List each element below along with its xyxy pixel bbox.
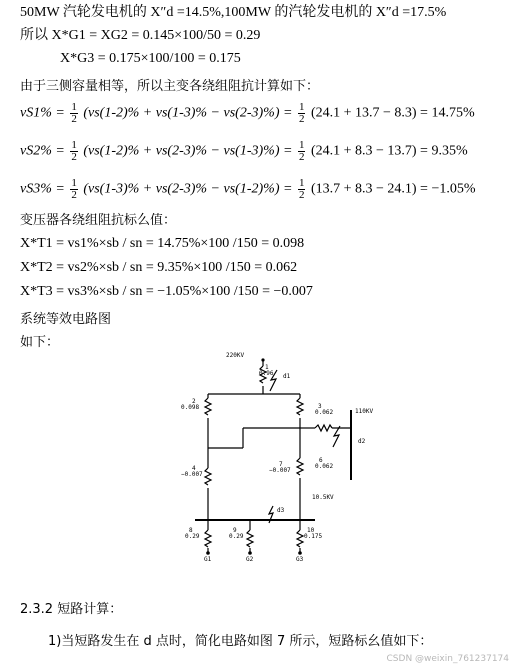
half-fraction: $\frac{1}{2}$ [71, 177, 77, 201]
g1-node [206, 551, 210, 555]
label-r9-num: 9 [233, 527, 237, 534]
label-r4-num: 4 [192, 465, 196, 472]
half-fraction: $\frac{1}{2}$ [71, 139, 77, 163]
vs2-lhs: vS2% = [20, 143, 65, 159]
reactance-10 [297, 530, 303, 547]
vs2-mid: (vs(1-2)% + vs(2-3)% − vs(1-3)%) = [83, 143, 293, 159]
line-transformer-intro: 由于三侧容量相等，所以主变各绕组阻抗计算如下： [20, 79, 320, 94]
g2-node [248, 551, 252, 555]
reactance-6 [315, 425, 332, 431]
label-r3-val: 0.062 [315, 409, 334, 416]
vs1-rhs: (24.1 + 13.7 − 8.3) = 14.75% [310, 105, 475, 121]
section-paragraph: 1)当短路发生在 d 点时，简化电路如图 7 所示，短路标幺值如下： [48, 634, 433, 649]
vs1-mid: (vs(1-2)% + vs(1-3)% − vs(2-3)%) = [83, 105, 293, 121]
reactance-7 [297, 458, 303, 475]
fault-d2-arrow [333, 426, 340, 447]
label-r1-num: 1 [265, 364, 269, 371]
label-g3: G3 [296, 556, 304, 563]
watermark: CSDN @weixin_761237174 [386, 654, 509, 664]
reactance-8 [205, 530, 211, 547]
line-as-follows: 如下： [20, 335, 60, 350]
half-fraction: $\frac{1}{2}$ [71, 101, 77, 125]
line-equivalent-circuit: 系统等效电路图 [20, 312, 112, 327]
reactance-3 [297, 398, 303, 415]
equivalent-circuit-diagram [175, 348, 375, 563]
label-g1: G1 [204, 556, 212, 563]
vs3-rhs: (13.7 + 8.3 − 24.1) = −1.05% [310, 181, 476, 197]
line-xg3: X*G3 = 0.175×100/100 = 0.175 [60, 51, 241, 66]
vs3-lhs: vS3% = [20, 181, 65, 197]
half-fraction: $\frac{1}{2}$ [298, 101, 305, 125]
label-r6-val: 0.062 [315, 463, 334, 470]
label-r7-val: −0.007 [269, 467, 291, 474]
label-d2: d2 [358, 438, 366, 445]
label-r4-val: −0.007 [181, 471, 203, 478]
label-d3: d3 [277, 507, 285, 514]
line-xt3: X*T3 = vs3%×sb / sn = −1.05%×100 /150 = −0.007 [20, 284, 313, 299]
line-vs3 [20, 178, 476, 201]
line-perunit-heading: 变压器各绕组阻抗标么值： [20, 213, 177, 228]
g3-node [298, 551, 302, 555]
label-r2-num: 2 [192, 398, 196, 405]
reactance-4 [205, 468, 211, 485]
label-r1-val: 0.96 [259, 370, 274, 377]
label-220kv: 220KV [226, 352, 245, 359]
label-r8-val: 0.29 [185, 533, 200, 540]
half-fraction: $\frac{1}{2}$ [298, 177, 305, 201]
vs1-lhs: vS1% = [20, 105, 65, 121]
line-generator-reactance: 50MW 汽轮发电机的 X″d =14.5%,100MW 的汽轮发电机的 X″d =17.5% [20, 5, 447, 20]
label-r8-num: 8 [189, 527, 193, 534]
reactance-9 [247, 530, 253, 547]
vs3-mid: (vs(1-3)% + vs(2-3)% − vs(1-2)%) = [83, 181, 293, 197]
node-220kv [261, 358, 264, 361]
reactance-2 [205, 398, 211, 415]
label-r10-val: 0.175 [304, 533, 323, 540]
line-xt2: X*T2 = vs2%×sb / sn = 9.35%×100 /150 = 0.062 [20, 260, 298, 275]
label-g2: G2 [246, 556, 254, 563]
line-vs1 [20, 102, 475, 125]
label-r3-num: 3 [318, 403, 322, 410]
line-vs2 [20, 140, 468, 163]
vs2-rhs: (24.1 + 8.3 − 13.7) = 9.35% [310, 143, 468, 159]
label-r7-num: 7 [279, 461, 283, 468]
label-10kv: 10.5KV [312, 494, 334, 501]
line-xt1: X*T1 = vs1%×sb / sn = 14.75%×100 /150 = 0.098 [20, 236, 305, 251]
label-d1: d1 [283, 373, 291, 380]
line-xg1-xg2: 所以 X*G1 = XG2 = 0.145×100/50 = 0.29 [20, 28, 261, 43]
label-r10-num: 10 [307, 527, 315, 534]
label-110kv: 110KV [355, 408, 374, 415]
section-heading: 2.3.2 短路计算： [20, 602, 123, 617]
half-fraction: $\frac{1}{2}$ [298, 139, 305, 163]
label-r2-val: 0.098 [181, 404, 200, 411]
label-r6-num: 6 [319, 457, 323, 464]
label-r9-val: 0.29 [229, 533, 244, 540]
